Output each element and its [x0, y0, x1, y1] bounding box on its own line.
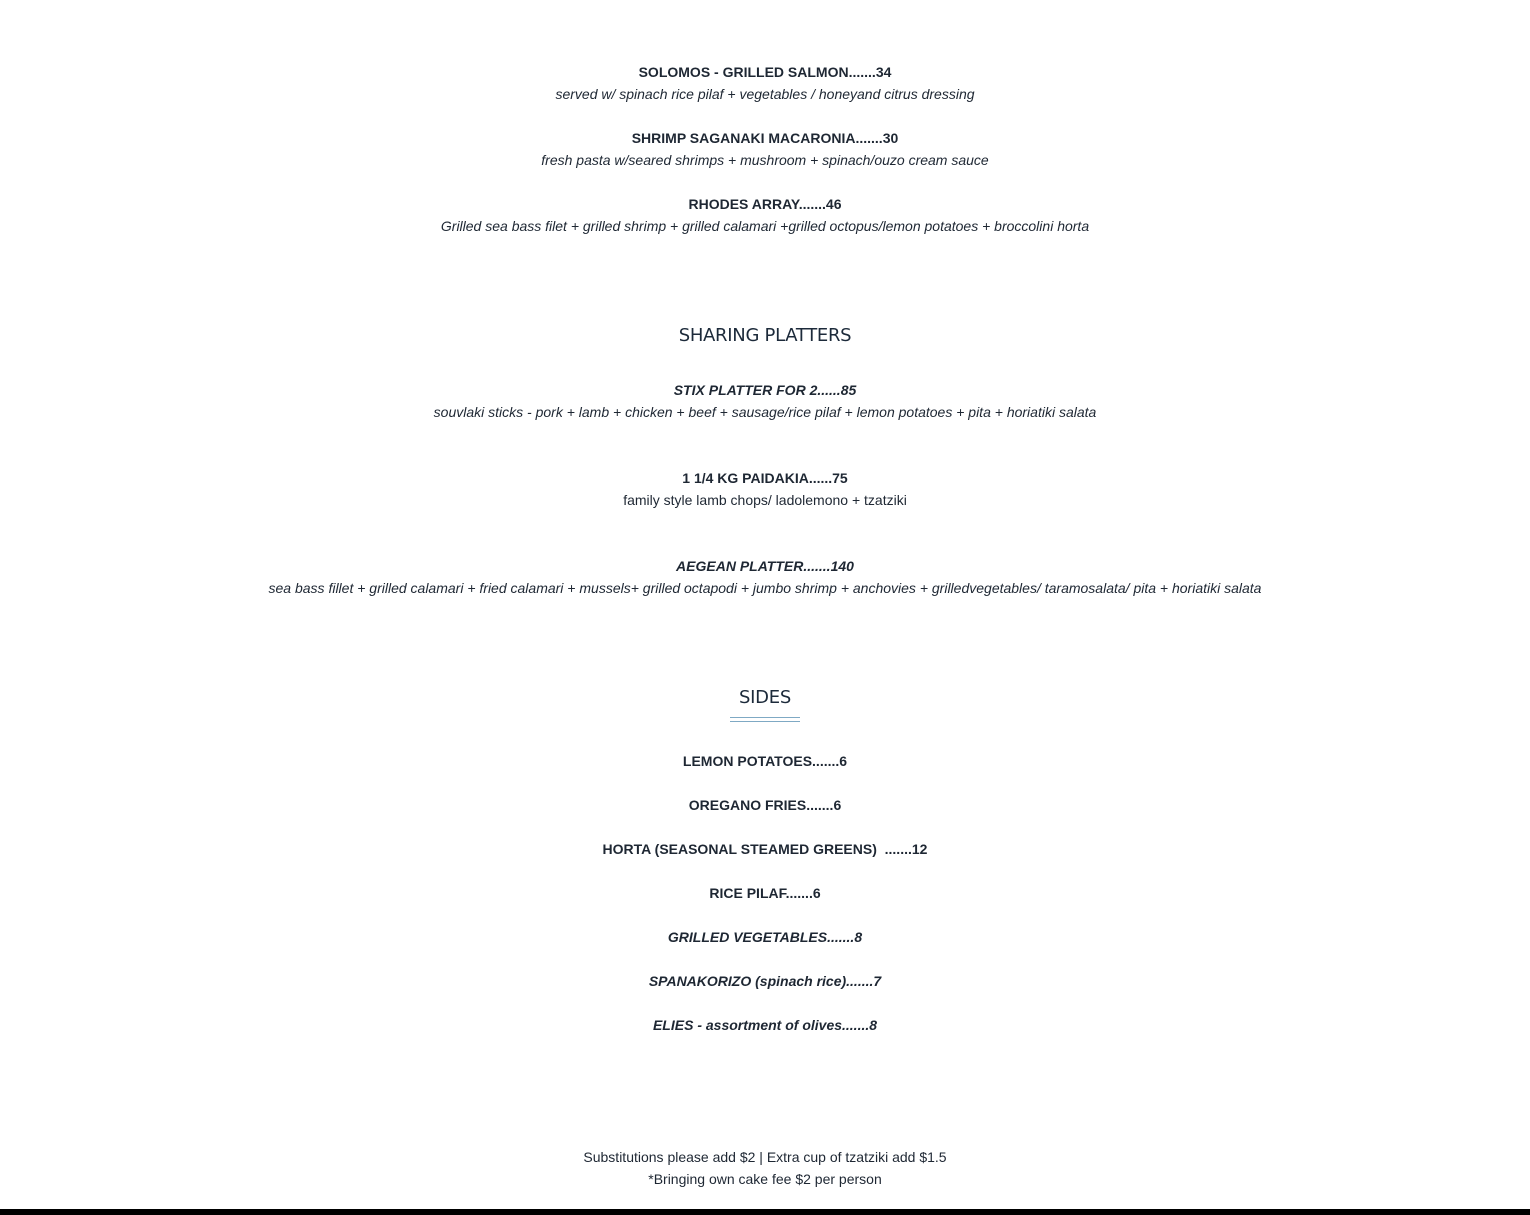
side-item: LEMON POTATOES.......6 [682, 753, 848, 769]
menu-item-title: STIX PLATTER FOR 2......85 [673, 382, 857, 398]
heading-underline [730, 717, 800, 722]
side-item: SPANAKORIZO (spinach rice).......7 [648, 973, 882, 989]
menu-item-description: Grilled sea bass filet + grilled shrimp + grilled calamari +grilled octopus/lemon potatoes + broccolini horta [440, 218, 1090, 234]
menu-item-title: RHODES ARRAY.......46 [688, 196, 842, 212]
menu-item-description: fresh pasta w/seared shrimps + mushroom + spinach/ouzo cream sauce [541, 152, 989, 168]
footer-note: *Bringing own cake fee $2 per person [648, 1171, 882, 1187]
menu-item-title: 1 1/4 KG PAIDAKIA......75 [682, 470, 848, 486]
menu-item-title: SHRIMP SAGANAKI MACARONIA.......30 [631, 130, 899, 146]
menu-item-description: family style lamb chops/ ladolemono + tzatziki [623, 492, 907, 508]
bottom-bar [0, 1209, 1530, 1215]
menu-item-description: served w/ spinach rice pilaf + vegetables / honeyand citrus dressing [555, 86, 975, 102]
menu-item-description: sea bass fillet + grilled calamari + fried calamari + mussels+ grilled octapodi + jumbo shrimp + anchovies + grilledvegetables/ taramosalata/ pita + horiatiki salata [268, 580, 1262, 596]
side-item: HORTA (SEASONAL STEAMED GREENS) .......12 [602, 841, 928, 857]
side-item: OREGANO FRIES.......6 [688, 797, 842, 813]
menu-item-description: souvlaki sticks - pork + lamb + chicken + beef + sausage/rice pilaf + lemon potatoes + pita + horiatiki salata [433, 404, 1097, 420]
side-item: RICE PILAF.......6 [709, 885, 821, 901]
section-heading-sides: SIDES [739, 687, 791, 708]
side-item: ELIES - assortment of olives.......8 [652, 1017, 878, 1033]
menu-item-title: AEGEAN PLATTER.......140 [676, 558, 854, 574]
side-item: GRILLED VEGETABLES.......8 [667, 929, 863, 945]
menu-item-title: SOLOMOS - GRILLED SALMON.......34 [638, 64, 892, 80]
footer-note: Substitutions please add $2 | Extra cup of tzatziki add $1.5 [583, 1149, 947, 1165]
section-heading-sharing-platters: SHARING PLATTERS [678, 325, 852, 346]
